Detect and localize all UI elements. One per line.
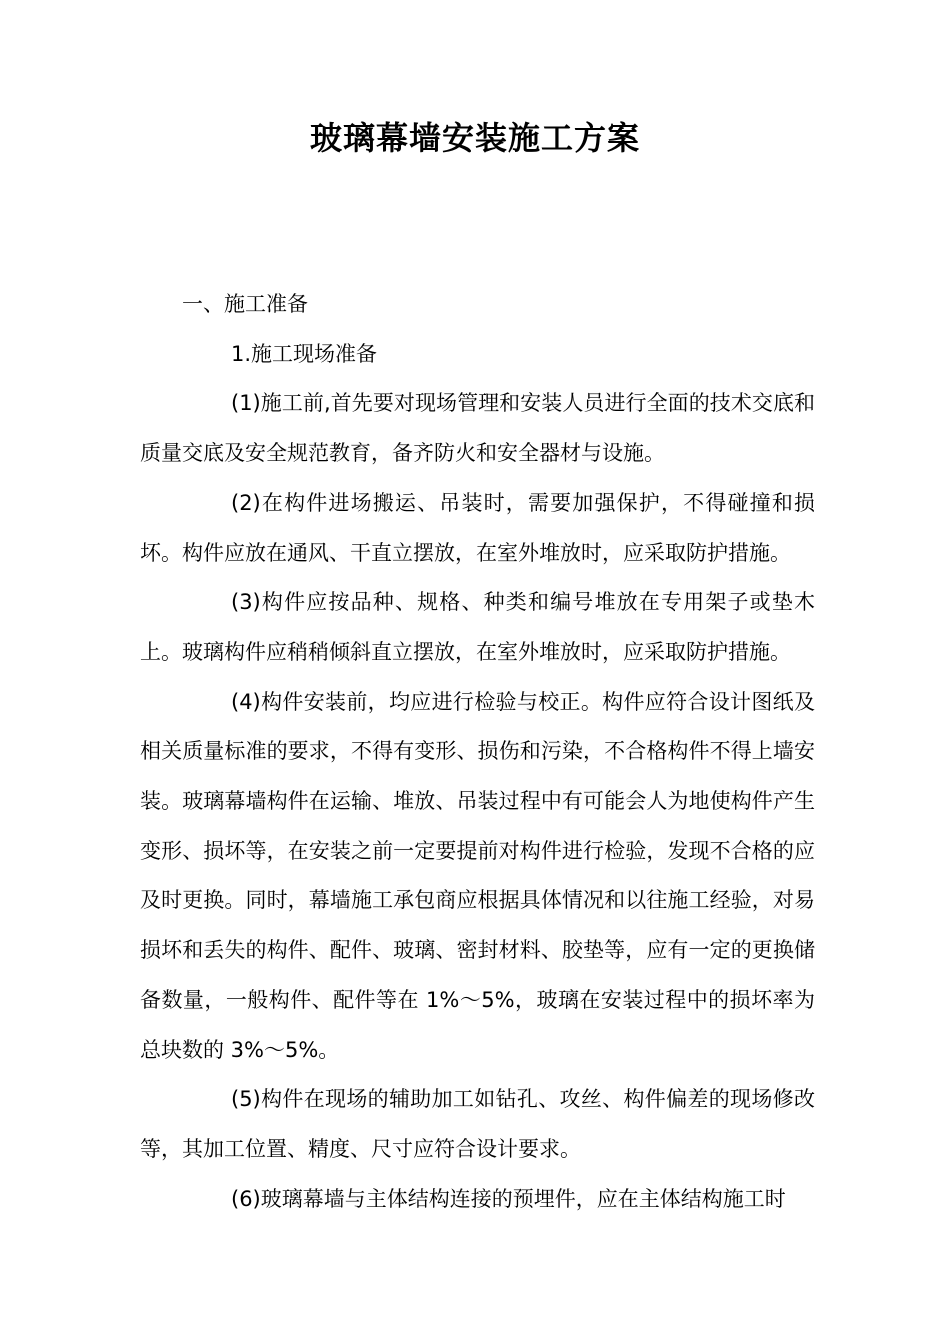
paragraph-3: (3)构件应按品种、规格、种类和编号堆放在专用架子或垫木上。玻璃构件应稍稍倾斜直立摆放，在室外堆放时，应采取防护措施。 [140, 590, 815, 664]
paragraph-5: (5)构件在现场的辅助加工如钻孔、攻丝、构件偏差的现场修改等，其加工位置、精度、尺寸应符合设计要求。 [140, 1087, 815, 1161]
document-body [140, 280, 815, 1224]
paragraph-1: (1)施工前,首先要对现场管理和安装人员进行全面的技术交底和质量交底及安全规范教育，备齐防火和安全器材与设施。 [140, 391, 815, 466]
paragraph-2: (2)在构件进场搬运、吊装时，需要加强保护，不得碰撞和损坏。构件应放在通风、干直立摆放，在室外堆放时，应采取防护措施。 [140, 490, 815, 565]
sub-heading: 1.施工现场准备 [231, 341, 378, 366]
paragraph-4: (4)构件安装前，均应进行检验与校正。构件应符合设计图纸及相关质量标准的要求，不得有变形、损伤和污染，不合格构件不得上墙安装。玻璃幕墙构件在运输、堆放、吊装过程中有可能会人为地使构件产生变形、损坏等，在安装之前一定要提前对构件进行检验，发现不合格的应及时更换。同时，幕墙施工承包商应根据具体情况和以往施工经验，对易损坏和丢失的构件、配件、玻璃、密封材料、胶垫等，应有一定的更换储备数量，一般构件、配件等在 1%～5%，玻璃在安装过程中的损坏率为总块数的 3%～5%。 [140, 689, 815, 1062]
paragraph-6: (6)玻璃幕墙与主体结构连接的预埋件，应在主体结构施工时 [231, 1186, 786, 1211]
section-heading: 一、施工准备 [182, 292, 308, 316]
document-title: 玻璃幕墙安装施工方案 [309, 119, 640, 157]
